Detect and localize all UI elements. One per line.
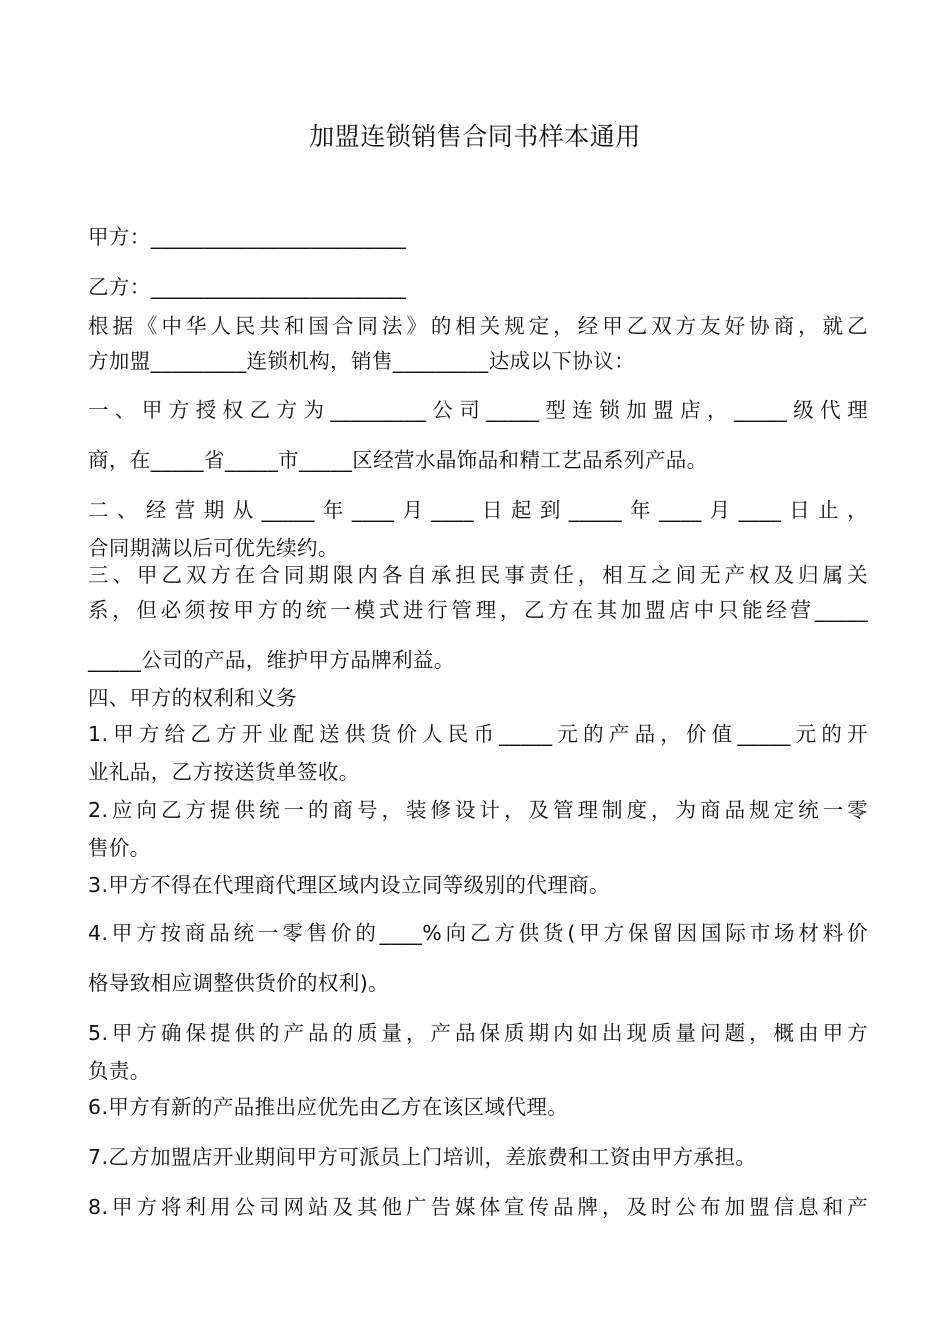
clause-1-line-2: 商，在_____省_____市_____区经营水晶饰品和精工艺品系列产品。 [88,448,708,472]
party-b-line: 乙方：________________________ [88,275,407,299]
document-title: 加盟连锁销售合同书样本通用 [309,122,641,151]
item-1-line-1: 1.甲方给乙方开业配送供货价人民币_____元的产品，价值_____元的开 [88,722,868,746]
item-5-line-1: 5.甲方确保提供的产品的质量，产品保质期内如出现质量问题，概由甲方 [88,1021,868,1045]
clause-3-line-1: 三、甲乙双方在合同期限内各自承担民事责任，相互之间无产权及归属关 [88,563,868,587]
item-5-line-2: 负责。 [88,1059,151,1083]
item-2-line-1: 2.应向乙方提供统一的商号，装修设计，及管理制度，为商品规定统一零 [88,798,868,822]
clause-3-line-2: 系，但必须按甲方的统一模式进行管理，乙方在其加盟店中只能经营_____ [88,598,868,622]
item-4-line-1: 4.甲方按商品统一零售价的____%向乙方供货(甲方保留因国际市场材料价 [88,921,868,945]
item-6-line: 6.甲方有新的产品推出应优先由乙方在该区域代理。 [88,1095,569,1119]
section-4-heading: 四、甲方的权利和义务 [88,686,297,710]
clause-2-line-1: 二、经营期从_____年____月____日起到_____年____月____日止， [88,498,868,522]
item-2-line-2: 售价。 [88,836,151,860]
preamble-line-1: 根据《中华人民共和国合同法》的相关规定，经甲乙双方友好协商，就乙 [88,314,868,338]
party-a-line: 甲方：________________________ [88,225,407,249]
clause-3-line-3: _____公司的产品，维护甲方品牌利益。 [88,648,455,672]
item-1-line-2: 业礼品，乙方按送货单签收。 [88,760,360,784]
clause-1-line-1: 一、甲方授权乙方为_________公司_____型连锁加盟店，_____级代理 [88,398,868,422]
item-7-line: 7.乙方加盟店开业期间甲方可派员上门培训，差旅费和工资由甲方承担。 [88,1145,757,1169]
item-3-line: 3.甲方不得在代理商代理区域内设立同等级别的代理商。 [88,873,610,897]
item-4-line-2: 格导致相应调整供货价的权利)。 [88,971,389,995]
item-8-line-1: 8.甲方将利用公司网站及其他广告媒体宣传品牌，及时公布加盟信息和产 [88,1195,868,1219]
clause-2-line-2: 合同期满以后可优先续约。 [88,536,339,560]
preamble-line-2: 方加盟_________连锁机构，销售_________达成以下协议： [88,349,635,373]
